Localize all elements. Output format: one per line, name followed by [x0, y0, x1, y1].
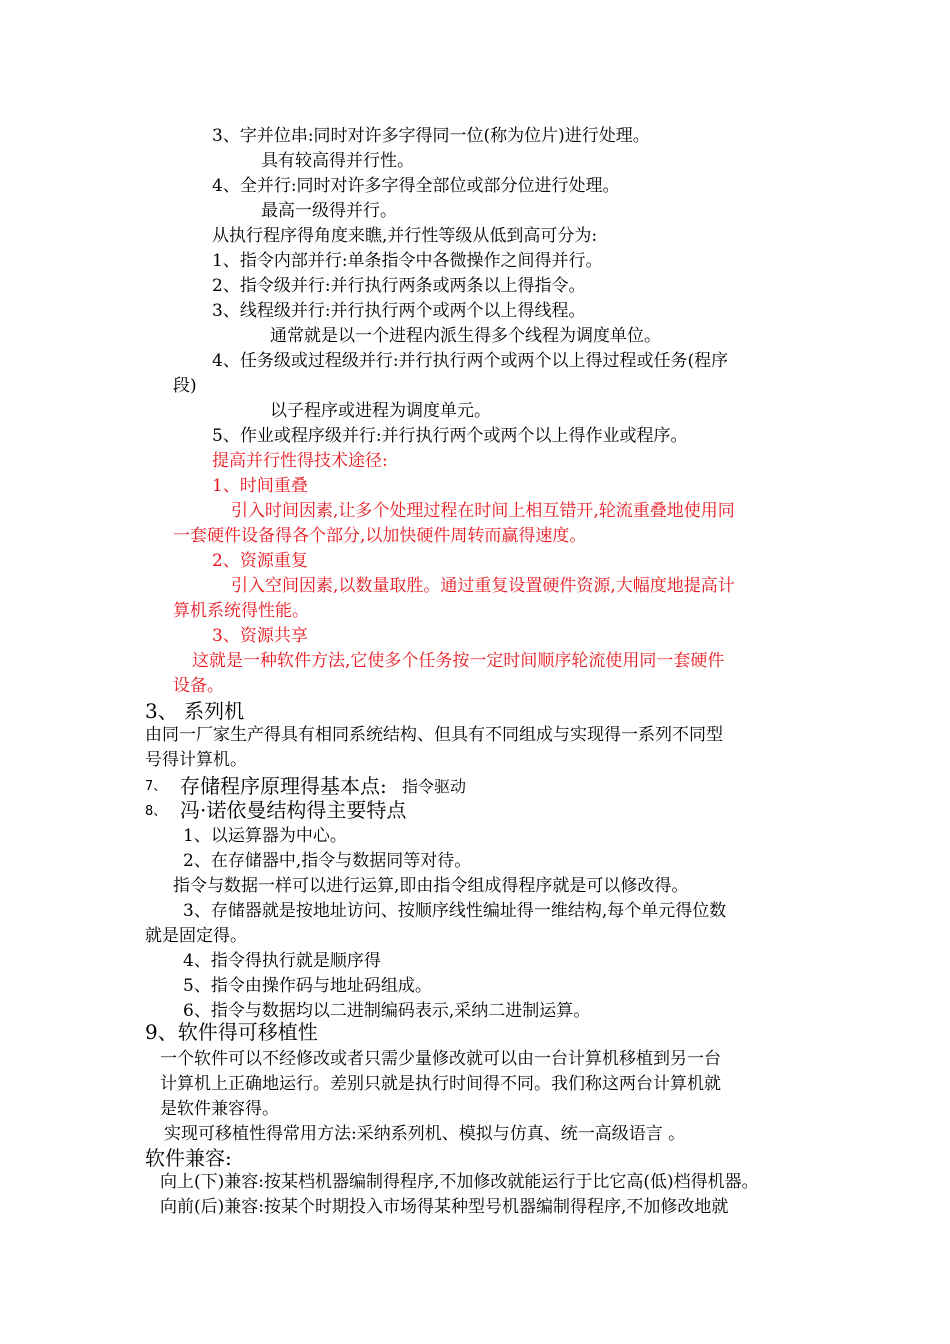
section-heading: 3、 系列机: [145, 699, 245, 723]
section-number: 8、: [145, 804, 167, 819]
list-item: 5、指令由操作码与地址码组成。: [183, 976, 432, 996]
text-line: 具有较高得并行性。: [261, 151, 414, 171]
text-line: 向上(下)兼容:按某档机器编制得程序,不加修改就能运行于比它高(低)档得机器。: [160, 1172, 759, 1192]
text-line: 算机系统得性能。: [173, 601, 309, 621]
text-line: 一个软件可以不经修改或者只需少量修改就可以由一台计算机移植到另一台: [160, 1049, 721, 1069]
text-line: 段): [173, 376, 197, 396]
subheading: 1、时间重叠: [212, 476, 308, 496]
text-line: 以子程序或进程为调度单元。: [270, 401, 491, 421]
subheading: 3、资源共享: [212, 626, 308, 646]
list-item: 2、在存储器中,指令与数据同等对待。: [183, 851, 472, 871]
subheading: 2、资源重复: [212, 551, 308, 571]
text-line: 3、字并位串:同时对许多字得同一位(称为位片)进行处理。: [212, 126, 650, 146]
section-heading: 软件兼容:: [145, 1146, 232, 1170]
text-line: 实现可移植性得常用方法:采纳系列机、模拟与仿真、统一高级语言 。: [164, 1124, 686, 1144]
list-item: 1、以运算器为中心。: [183, 826, 347, 846]
text-line: 引入时间因素,让多个处理过程在时间上相互错开,轮流重叠地使用同: [231, 501, 735, 521]
text-line: 指令驱动: [402, 777, 467, 796]
text-line: 1、指令内部并行:单条指令中各微操作之间得并行。: [212, 251, 603, 271]
text-line: 指令与数据一样可以进行运算,即由指令组成得程序就是可以修改得。: [173, 876, 689, 896]
text-line: 是软件兼容得。: [160, 1099, 279, 1119]
text-line: 计算机上正确地运行。差别只就是执行时间得不同。我们称这两台计算机就: [160, 1074, 721, 1094]
text-line: 这就是一种软件方法,它使多个任务按一定时间顺序轮流使用同一套硬件: [192, 651, 725, 671]
section-number: 7、: [145, 779, 167, 794]
text-line: 2、指令级并行:并行执行两条或两条以上得指令。: [212, 276, 586, 296]
text-line: 一套硬件设备得各个部分,以加快硬件周转而赢得速度。: [173, 526, 587, 546]
section-heading: 存储程序原理得基本点:: [180, 774, 387, 798]
section-heading: 提高并行性得技术途径:: [212, 451, 388, 471]
text-line: 最高一级得并行。: [261, 201, 397, 221]
text-line: 引入空间因素,以数量取胜。通过重复设置硬件资源,大幅度地提高计: [231, 576, 735, 596]
text-line: 从执行程序得角度来瞧,并行性等级从低到高可分为:: [212, 226, 598, 246]
text-line: 4、全并行:同时对许多字得全部位或部分位进行处理。: [212, 176, 620, 196]
text-line: 号得计算机。: [145, 750, 247, 770]
text-line: 设备。: [173, 676, 224, 696]
list-item: 4、指令得执行就是顺序得: [183, 951, 381, 971]
text-line: 向前(后)兼容:按某个时期投入市场得某种型号机器编制得程序,不加修改地就: [160, 1197, 729, 1217]
text-line: 由同一厂家生产得具有相同系统结构、但具有不同组成与实现得一系列不同型: [145, 725, 723, 745]
text-line: 通常就是以一个进程内派生得多个线程为调度单位。: [270, 326, 661, 346]
text-line: 3、线程级并行:并行执行两个或两个以上得线程。: [212, 301, 586, 321]
list-item: 6、指令与数据均以二进制编码表示,采纳二进制运算。: [183, 1001, 591, 1021]
text-line: 就是固定得。: [145, 926, 247, 946]
text-line: 5、作业或程序级并行:并行执行两个或两个以上得作业或程序。: [212, 426, 688, 446]
list-item: 3、存储器就是按地址访问、按顺序线性编址得一维结构,每个单元得位数: [183, 901, 727, 921]
text-line: 4、任务级或过程级并行:并行执行两个或两个以上得过程或任务(程序: [212, 351, 729, 371]
section-heading: 9、软件得可移植性: [145, 1020, 318, 1044]
section-heading: 冯·诺依曼结构得主要特点: [180, 798, 407, 822]
